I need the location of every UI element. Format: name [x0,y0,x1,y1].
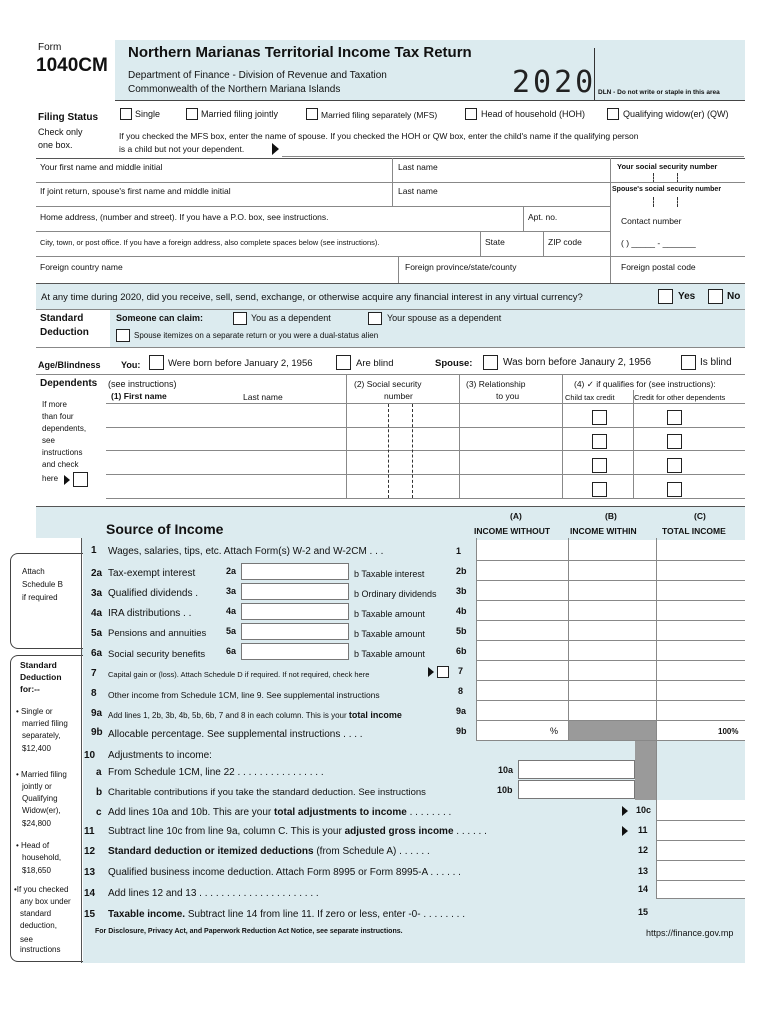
arrow-right-icon [272,143,279,155]
line-9a-label: Add lines 1, 2b, 3b, 4b, 5b, 6b, 7 and 8 in each column. This is your total income [108,710,402,720]
std-sidebar-text: married filing [22,719,68,728]
dep-col-last-name: Last name [243,392,283,402]
hoh-label: Head of household (HOH) [481,109,586,119]
dln-note: DLN - Do not write or staple in this area [598,89,720,96]
spouse-ssn-label: Spouse's social security number [612,186,722,193]
line-9b-label: Allocable percentage. See supplemental instructions . . . . [108,729,363,740]
line-10a-box: 10a [498,765,514,775]
line-6a-box: 6a [226,646,237,656]
dep-col-qualifies: (4) ✓ if qualifies for (see instructions): [574,379,716,389]
line-3b-label: b Ordinary dividends [354,589,437,599]
dep-col-child-credit: Child tax credit [565,393,615,402]
line-14-number: 14 [84,888,96,899]
line-8-box: 8 [458,686,464,696]
virtual-currency-question: At any time during 2020, did you receive, sell, send, exchange, or otherwise acquire any financial interest in any virtual currency? [41,292,583,303]
dependents-heading: Dependents [40,378,98,389]
form-number: 1040CM [36,55,108,76]
more-dependents-checkbox[interactable] [73,472,88,487]
line-9b-number: 9b [91,727,103,738]
ira-distributions-input[interactable] [241,603,349,620]
first-name-label: Your first name and middle initial [40,162,163,172]
line-6a-number: 6a [91,648,103,659]
spouse-born-before-label: Was born before Janaury 2, 1956 [503,357,652,368]
std-deduction-heading-1: Standard [40,313,84,324]
std-sidebar-text: $12,400 [22,744,51,753]
contact-number-label: Contact number [621,216,682,226]
std-sidebar-text: Widow(er), [22,806,61,815]
you-blind-checkbox[interactable] [336,355,351,370]
line-3b-box: 3b [456,586,467,596]
phone-field[interactable]: ( ) _____ - _______ [621,238,696,248]
line-1-box: 1 [456,546,462,556]
line-12-label: Standard deduction or itemized deductions (from Schedule A) . . . . . . [108,846,430,857]
line-5b-label: b Taxable amount [354,629,425,639]
child-tax-credit-checkbox[interactable] [592,482,607,497]
line-5a-number: 5a [91,628,103,639]
spouse-first-name-label: If joint return, spouse's first name and middle initial [40,186,231,196]
married-joint-checkbox[interactable] [186,108,198,120]
line-7-label: Capital gain or (loss). Attach Schedule D if required. If not required, check here [108,670,370,679]
foreign-country-label: Foreign country name [40,262,123,272]
virtual-currency-yes-label: Yes [678,291,696,302]
line-10b-input[interactable] [518,780,635,799]
line-8-label: Other income from Schedule 1CM, line 9. See supplemental instructions [108,690,380,700]
spouse-blind-checkbox[interactable] [681,355,696,370]
dependents-see-instructions: (see instructions) [108,379,177,389]
std-sidebar-text: any box under [20,897,71,906]
line-8-number: 8 [91,688,97,699]
line-2a-number: 2a [91,568,103,579]
line-10a-letter: a [96,767,102,778]
you-born-before-label: Were born before January 2, 1956 [168,358,313,369]
line-9a-number: 9a [91,708,103,719]
ssn-label: Your social security number [617,162,718,171]
std-sidebar-text: jointly or [22,782,52,791]
std-sidebar-text: $24,800 [22,819,51,828]
dependent-row[interactable] [106,498,745,499]
line-1-number: 1 [91,545,97,556]
dependent-row[interactable] [106,474,745,475]
dep-col-relationship-1: (3) Relationship [466,379,526,389]
std-sidebar-text: Qualifying [22,794,58,803]
you-label: You: [121,360,141,370]
summary-amounts[interactable] [656,800,745,898]
dep-side-note-1: If more [42,400,67,409]
dep-side-note-3: dependents, [42,424,87,433]
line-14-label: Add lines 12 and 13 . . . . . . . . . . . . . . . . . . . . . . [108,888,319,899]
line-2b-label: b Taxable interest [354,569,425,579]
line-11-number: 11 [84,826,95,837]
line-10c-box: 10c [636,805,652,815]
line-12-number: 12 [84,846,96,857]
zip-label: ZIP code [548,237,582,247]
line-7-number: 7 [91,668,97,679]
single-checkbox[interactable] [120,108,132,120]
std-sidebar-heading-2: Deduction [20,672,62,682]
child-tax-credit-checkbox[interactable] [592,434,607,449]
dep-side-note-2: than four [42,412,74,421]
line-10-label: Adjustments to income: [108,750,212,761]
arrow-right-icon [428,667,434,677]
mfs-hoh-note-line1: If you checked the MFS box, enter the name of spouse. If you checked the HOH or QW box, enter the child's name if the qualifying person [119,131,639,141]
line-4a-box: 4a [226,606,237,616]
line-4b-label: b Taxable amount [354,609,425,619]
std-deduction-heading-2: Deduction [40,327,89,338]
state-label: State [485,237,505,247]
dept-line2: Commonwealth of the Northern Mariana Islands [128,84,341,95]
line-10c-label: Add lines 10a and 10b. This are your total adjustments to income . . . . . . . . [108,807,452,818]
spouse-itemizes-label: Spouse itemizes on a separate return or you were a dual-status alien [134,331,379,340]
spouse-dependent-label: Your spouse as a dependent [387,313,502,323]
home-address-label: Home address, (number and street). If you have a P.O. box, see instructions. [40,212,329,222]
std-sidebar-text: deduction, [20,921,57,930]
spouse-itemizes-checkbox[interactable] [116,329,130,342]
one-box-text: one box. [38,140,73,150]
line-14-box: 14 [638,884,649,894]
virtual-currency-no-label: No [727,291,741,302]
line-5b-box: 5b [456,626,467,636]
foreign-postal-label: Foreign postal code [621,262,696,272]
line-1-label: Wages, salaries, tips, etc. Attach Form(s) W-2 and W-2CM . . . [108,546,384,557]
col-c-letter: (C) [694,511,706,521]
line-4b-box: 4b [456,606,467,616]
dep-col-ssn-2: number [384,391,413,401]
line-2a-box: 2a [226,566,237,576]
married-joint-label: Married filing jointly [201,109,279,119]
spouse-dependent-checkbox[interactable] [368,312,382,325]
source-of-income-title: Source of Income [106,521,224,537]
line-13-label: Qualified business income deduction. Attach Form 8995 or Form 8995-A . . . . . . [108,867,461,878]
last-name-label: Last name [398,162,438,172]
line-10a-input[interactable] [518,760,635,779]
spouse-label: Spouse: [435,358,473,369]
child-tax-credit-checkbox[interactable] [592,410,607,425]
check-only-text: Check only [38,127,83,137]
hoh-checkbox[interactable] [465,108,477,120]
you-born-before-checkbox[interactable] [149,355,164,370]
capital-gain-checkbox[interactable] [437,666,449,678]
spouse-last-name-label: Last name [398,186,438,196]
line-9a-box: 9a [456,706,467,716]
col-b-amounts[interactable] [568,540,656,720]
dep-side-note-4: see [42,436,55,445]
filing-status-heading: Filing Status [38,112,98,123]
someone-can-claim-label: Someone can claim: [116,313,204,323]
line-2a-label: Tax-exempt interest [108,568,196,579]
age-blindness-heading: Age/Blindness [38,360,101,370]
line-10c-letter: c [96,807,102,818]
spouse-blind-label: Is blind [700,357,732,368]
social-security-input[interactable] [241,643,349,660]
qualified-dividends-input[interactable] [241,583,349,600]
arrow-right-icon [622,826,628,836]
std-sidebar-heading-1: Standard [20,660,57,670]
std-sidebar-text: • Single or [16,707,53,716]
line-10b-letter: b [96,787,103,798]
line-13-box: 13 [638,866,649,876]
arrow-right-icon [64,475,70,485]
dept-line1: Department of Finance - Division of Revenue and Taxation [128,70,387,81]
dep-col-first-name: (1) First name [111,391,167,401]
std-sidebar-heading-3: for:-- [20,684,40,694]
qw-label: Qualifying widow(er) (QW) [623,109,729,119]
single-label: Single [135,109,161,119]
line-10b-box: 10b [497,785,513,795]
you-dependent-checkbox[interactable] [233,312,247,325]
line-12-box: 12 [638,845,649,855]
other-dependent-credit-checkbox[interactable] [667,482,682,497]
line-2b-box: 2b [456,566,467,576]
other-dependent-credit-checkbox[interactable] [667,458,682,473]
dep-side-note-6: and check [42,460,79,469]
std-sidebar-text: household, [22,853,62,862]
city-label: City, town, or post office. If you have a foreign address, also complete spaces below (see instructions). [40,238,380,247]
col-b-letter: (B) [605,511,617,521]
apt-label: Apt. no. [528,212,558,222]
col-a-letter: (A) [510,511,522,521]
line-3a-box: 3a [226,586,237,596]
line-9b-box: 9b [456,726,467,736]
spouse-child-name-field[interactable] [282,156,744,157]
line-4a-number: 4a [91,608,103,619]
line-3a-label: Qualified dividends . [108,588,199,599]
col-b-heading: INCOME WITHIN [570,526,637,536]
line-10a-label: From Schedule 1CM, line 22 . . . . . . . . . . . . . . . . [108,767,324,778]
line-15-number: 15 [84,909,96,920]
std-sidebar-text: standard [20,909,52,918]
footer-url: https://finance.gov.mp [646,928,734,938]
attach-note-3: if required [22,593,58,602]
first-name-field[interactable] [40,172,390,181]
qw-checkbox[interactable] [607,108,619,120]
dep-col-relationship-2: to you [496,391,520,401]
percent-sign: % [550,726,559,736]
std-sidebar-text: • Married filing [16,770,67,779]
mfs-hoh-note-line2: is a child but not your dependent. [119,144,245,154]
virtual-currency-yes-checkbox[interactable] [658,289,673,304]
form-label: Form [38,42,62,53]
col-c-heading: TOTAL INCOME [662,526,726,536]
line-5a-label: Pensions and annuities [108,628,207,639]
std-sidebar-text: • Head of [16,841,50,850]
std-sidebar-text: $18,650 [22,866,51,875]
std-sidebar-text: see [20,935,33,944]
std-sidebar-text: separately, [22,731,61,740]
line-13-number: 13 [84,867,96,878]
child-tax-credit-checkbox[interactable] [592,458,607,473]
other-dependent-credit-checkbox[interactable] [667,410,682,425]
total-percent: 100% [718,727,739,736]
form-title: Northern Marianas Territorial Income Tax Return [128,44,472,61]
line-4a-label: IRA distributions . . [108,608,192,619]
arrow-right-icon [622,806,628,816]
std-sidebar-text: •If you checked [14,885,69,894]
mfs-checkbox[interactable] [306,108,318,120]
dep-col-ssn-1: (2) Social security [354,379,422,389]
tax-exempt-interest-input[interactable] [241,563,349,580]
line-7-box: 7 [458,666,464,676]
line-10b-label: Charitable contributions if you take the standard deduction. See instructions [108,787,426,798]
you-dependent-label: You as a dependent [251,313,331,323]
line-15-label: Taxable income. Subtract line 14 from line 11. If zero or less, enter -0- . . . . . . . . [108,909,466,920]
line-15-box: 15 [638,907,649,917]
spouse-born-before-checkbox[interactable] [483,355,498,370]
virtual-currency-no-checkbox[interactable] [708,289,723,304]
line-6b-box: 6b [456,646,467,656]
foreign-province-label: Foreign province/state/county [405,262,517,272]
other-dependent-credit-checkbox[interactable] [667,434,682,449]
dep-side-note-7: here [42,474,59,483]
line-11-label: Subtract line 10c from line 9a, column C. This is your adjusted gross income . . . . . . [108,826,487,837]
line-3a-number: 3a [91,588,103,599]
dependent-row[interactable] [106,450,745,451]
tax-year: 2020 [512,65,597,100]
std-sidebar-text: instructions [20,945,61,954]
line-6b-label: b Taxable amount [354,649,425,659]
line-11-box: 11 [638,825,648,835]
line-5a-box: 5a [226,626,237,636]
mfs-label: Married filing separately (MFS) [321,110,438,120]
dependent-row[interactable] [106,427,745,428]
you-blind-label: Are blind [356,358,394,369]
attach-note-2: Schedule B [22,580,63,589]
line-6a-label: Social security benefits [108,649,206,660]
pensions-input[interactable] [241,623,349,640]
attach-note-1: Attach [22,567,45,576]
dep-side-note-5: instructions [42,448,83,457]
line-10-number: 10 [84,750,96,761]
dep-col-other-credit: Credit for other dependents [634,393,726,402]
col-a-heading: INCOME WITHOUT [474,526,551,536]
footer-notice: For Disclosure, Privacy Act, and Paperwork Reduction Act Notice, see separate instructions. [95,928,403,935]
